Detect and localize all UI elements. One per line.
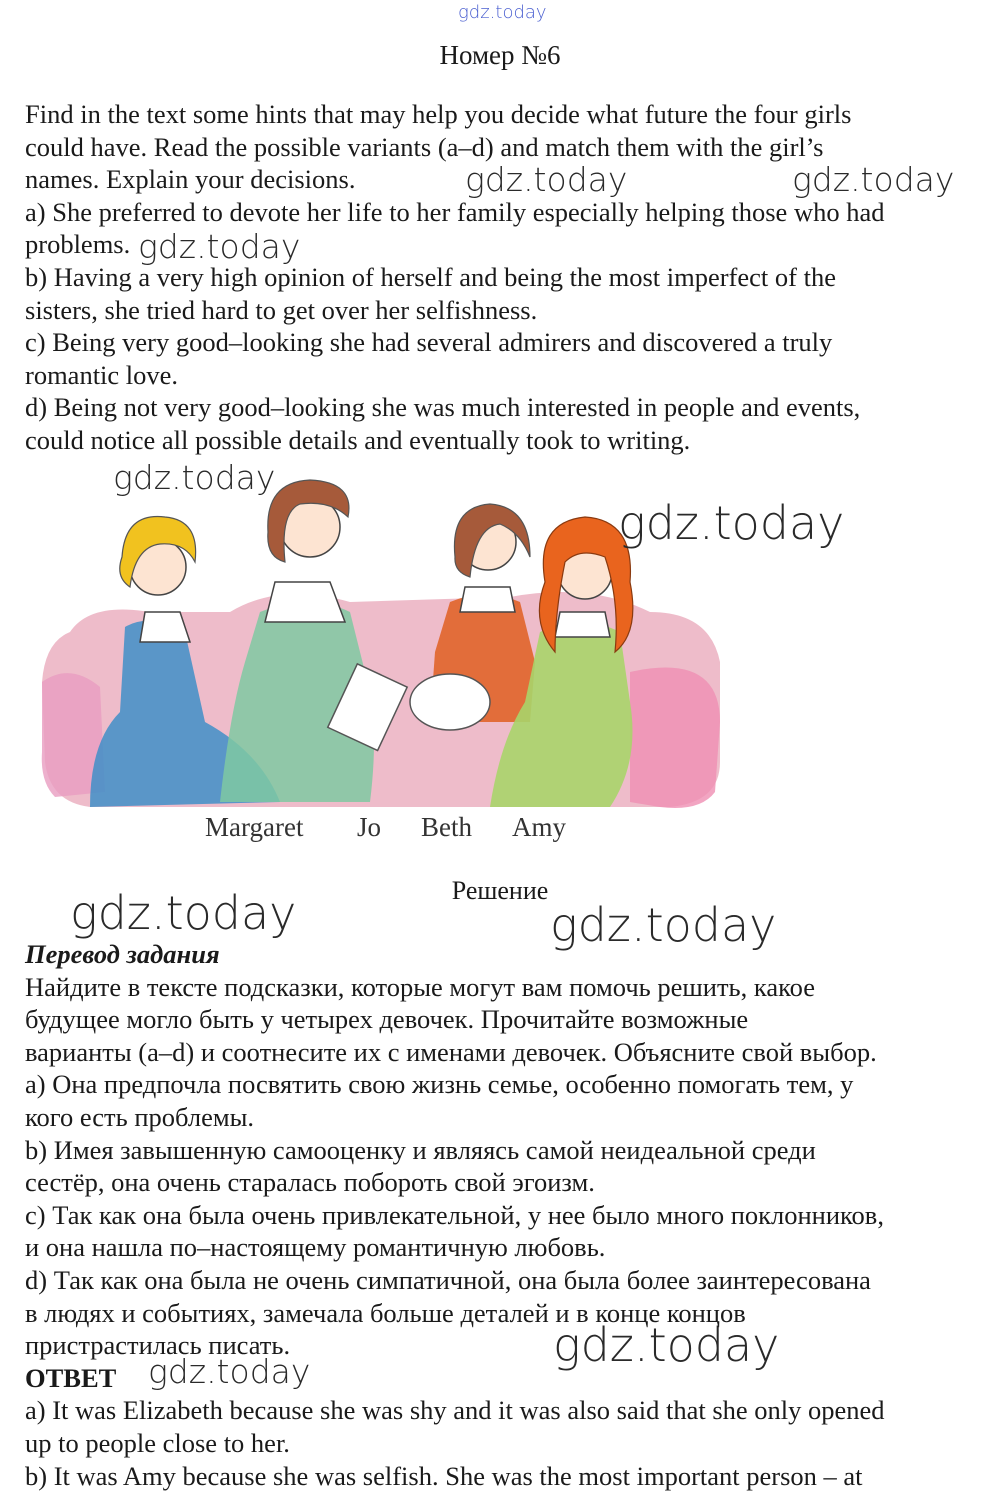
- jo-collar: [265, 582, 345, 622]
- caption-name-beth: Beth: [421, 812, 472, 842]
- translation-heading: Перевод задания: [25, 939, 220, 969]
- translation-line: кого есть проблемы.: [25, 1101, 255, 1132]
- task-line: sisters, she tried hard to get over her selfishness.: [25, 294, 538, 325]
- watermark-top: gdz.today: [458, 2, 547, 23]
- translation-line: d) Так как она была не очень симпатичной, она была более заинтересована: [25, 1264, 871, 1295]
- watermark: gdz.today: [553, 1318, 780, 1372]
- watermark: gdz.today: [465, 160, 628, 199]
- translation-line: c) Так как она была очень привлекательной, у нее было много поклонников,: [25, 1199, 884, 1230]
- task-line: c) Being very good–looking she had several admirers and discovered a truly: [25, 327, 833, 358]
- task-line: Find in the text some hints that may help you decide what future the four girls: [25, 99, 852, 129]
- page-title: Номер №6: [439, 40, 561, 70]
- watermark: gdz.today: [148, 1352, 311, 1391]
- task-line: b) Having a very high opinion of herself and being the most imperfect of the: [25, 261, 836, 292]
- watermark: gdz.today: [138, 227, 301, 266]
- translation-line: варианты (a–d) и соотнесите их с именами девочек. Объясните свой выбор.: [25, 1036, 877, 1067]
- answer-line: b) It was Amy because she was selfish. She was the most important person – at: [25, 1460, 863, 1491]
- task-line: romantic love.: [25, 359, 179, 390]
- caption-name-jo: Jo: [357, 812, 382, 842]
- translation-line: в людях и событиях, замечала больше деталей и в конце концов: [25, 1297, 746, 1328]
- translation-line: a) Она предпочла посвятить свою жизнь семье, особенно помогать тем, у: [25, 1069, 854, 1100]
- watermark: gdz.today: [550, 898, 777, 952]
- translation-line: b) Имея завышенную самооценку и являясь самой неидеальной среди: [25, 1134, 816, 1165]
- answer-line: up to people close to her.: [25, 1427, 290, 1458]
- task-line: names. Explain your decisions.: [25, 164, 356, 195]
- sofa-arm-right: [630, 668, 720, 808]
- task-line: a) She preferred to devote her life to her family especially helping those who had: [25, 196, 885, 227]
- task-line: could notice all possible details and eventually took to writing.: [25, 424, 691, 455]
- beth-embroidery-hoop: [410, 674, 490, 730]
- task-line: problems.: [25, 229, 131, 260]
- translation-line: Найдите в тексте подсказки, которые могут вам помочь решить, какое: [25, 971, 815, 1002]
- beth-collar: [460, 587, 515, 612]
- task-line: could have. Read the possible variants (a–d) and match them with the girl’s: [25, 131, 824, 162]
- translation-section: [25, 938, 975, 1492]
- amy-collar: [555, 612, 610, 637]
- watermark: gdz.today: [618, 496, 845, 550]
- translation-line: будущее могло быть у четырех девочек. Прочитайте возможные: [25, 1004, 749, 1035]
- task-line: d) Being not very good–looking she was much interested in people and events,: [25, 392, 861, 423]
- watermark: gdz.today: [113, 458, 276, 497]
- translation-line: сестёр, она очень старалась побороть свой эгоизм.: [25, 1167, 595, 1198]
- answer-line: a) It was Elizabeth because she was shy and it was also said that she only opened: [25, 1395, 885, 1426]
- watermark: gdz.today: [70, 886, 297, 940]
- task-text: [25, 98, 975, 457]
- translation-line: и она нашла по–настоящему романтичную любовь.: [25, 1232, 606, 1263]
- caption-name-margaret: Margaret: [205, 812, 304, 842]
- watermark: gdz.today: [792, 160, 955, 199]
- translation-line: пристрастилась писать.: [25, 1330, 291, 1361]
- caption-name-amy: Amy: [512, 812, 566, 842]
- answer-heading: ОТВЕТ: [25, 1362, 117, 1393]
- solution-label: Решение: [451, 876, 549, 905]
